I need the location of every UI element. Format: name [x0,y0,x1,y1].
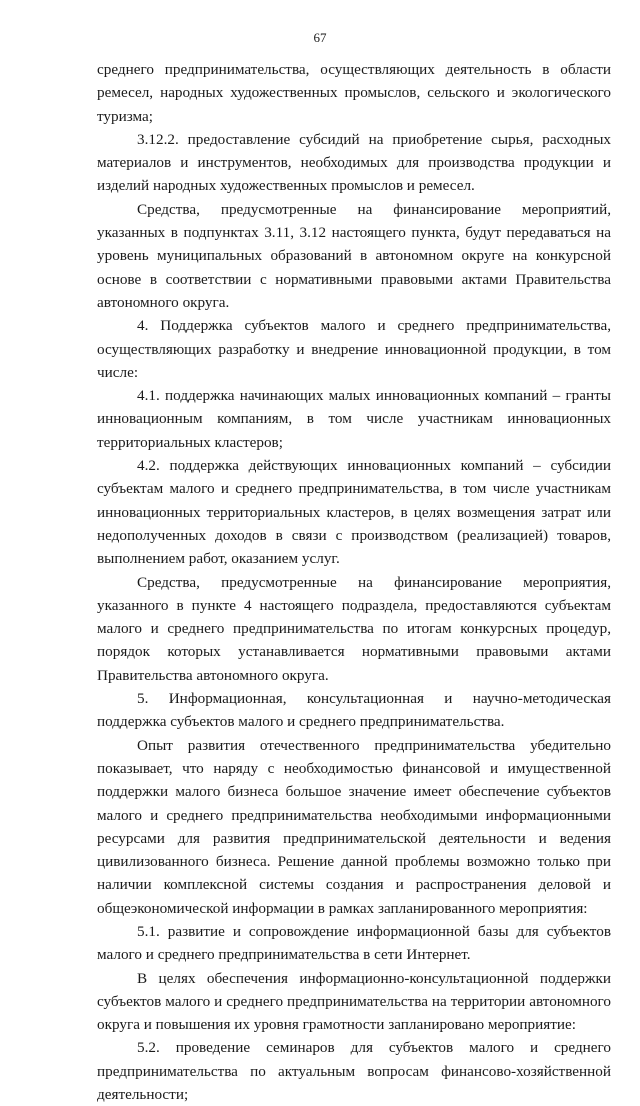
paragraph-continuation: среднего предпринимательства, осуществляющих деятельность в области ремесел, народных художественных промыслов, сельского и экологического туризма; [97,61,611,125]
paragraph: 4. Поддержка субъектов малого и среднего предпринимательства, осуществляющих разработку и внедрение инновационной продукции, в том числе: [97,317,611,381]
page-number: 67 [313,30,327,45]
paragraph: Средства, предусмотренные на финансирование мероприятия, указанного в пункте 4 настоящего подраздела, предоставляются субъектам малого и среднего предпринимательства по итогам конкурсных процедур, порядок которых устанавливается нормативными правовыми актами Правительства автономного округа. [97,573,611,684]
paragraph: 5. Информационная, консультационная и научно-методическая поддержка субъектов малого и среднего предпринимательства. [97,690,611,731]
paragraph: 4.2. поддержка действующих инновационных компаний – субсидии субъектам малого и среднего предпринимательства, в том числе участникам инновационных территориальных кластеров, в целях возмещения затрат или недополученных доходов в связи с производством (реализацией) товаров, выполнением работ, оказанием услуг. [97,457,611,568]
document-body [97,58,611,1106]
paragraph: Средства, предусмотренные на финансирование мероприятий, указанных в подпунктах 3.11, 3.12 настоящего пункта, будут передаваться на уровень муниципальных образований в автономном округе на конкурсной основе в соответствии с нормативными правовыми актами Правительства автономного округа. [97,200,611,311]
paragraph: Опыт развития отечественного предпринимательства убедительно показывает, что наряду с необходимостью финансовой и имущественной поддержки малого бизнеса большое значение имеет обеспечение субъектов малого и среднего предпринимательства необходимыми информационными ресурсами для развития предпринимательской деятельности и ведения цивилизованного бизнеса. Решение данной проблемы возможно только при наличии комплексной системы создания и распространения деловой и общеэкономической информации в рамках запланированного мероприятия: [97,736,611,917]
paragraph: В целях обеспечения информационно-консультационной поддержки субъектов малого и среднего предпринимательства на территории автономного округа и повышения их уровня грамотности запланировано мероприятие: [97,969,611,1034]
paragraph: 5.1. развитие и сопровождение информационной базы для субъектов малого и среднего предпринимательства в сети Интернет. [97,922,611,964]
paragraph: 3.12.2. предоставление субсидий на приобретение сырья, расходных материалов и инструментов, необходимых для производства продукции и изделий народных художественных промыслов и ремесел. [97,130,611,195]
paragraph: 5.2. проведение семинаров для субъектов малого и среднего предпринимательства по актуальным вопросам финансово-хозяйственной деятельности; [97,1039,611,1104]
paragraph: 4.1. поддержка начинающих малых инновационных компаний – гранты инновационным компаниям, в том числе участникам инновационных территориальных кластеров; [97,387,611,451]
